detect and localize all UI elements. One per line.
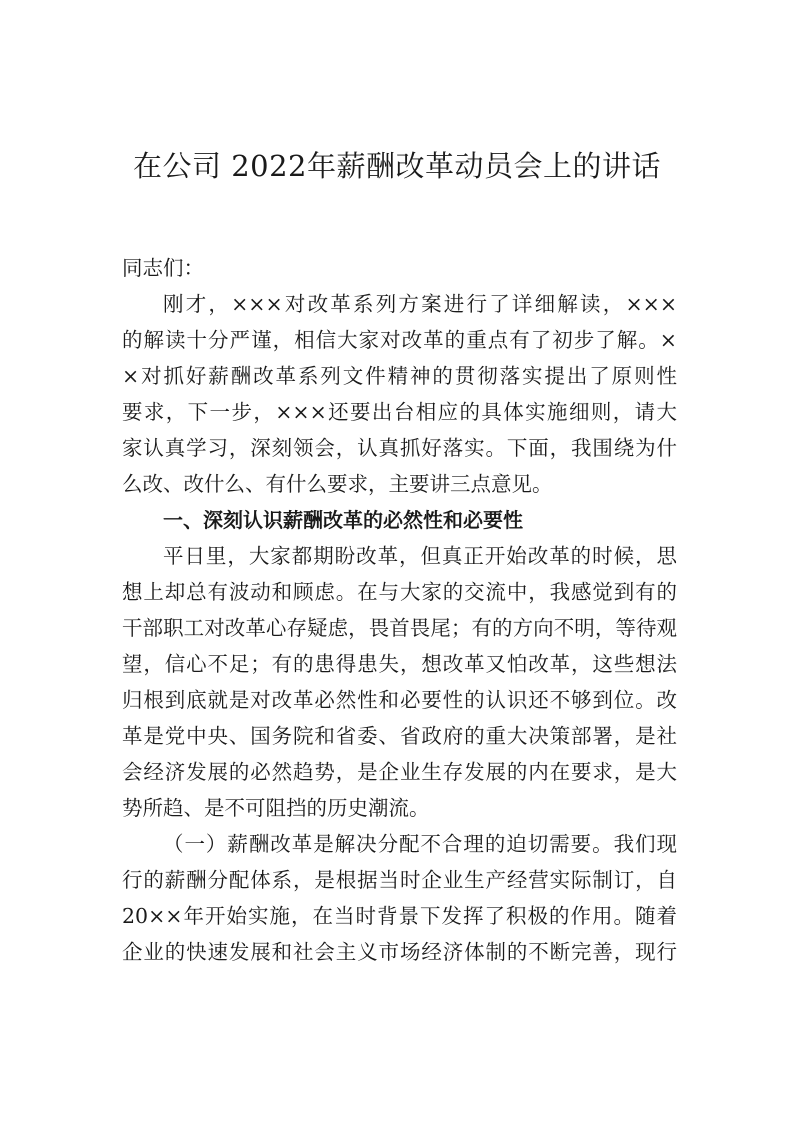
paragraph-line: 平日里，大家都期盼改革，但真正开始改革的时候，思 [163, 544, 677, 568]
section-heading: 一、深刻认识薪酬改革的必然性和必要性 [163, 508, 523, 532]
paragraph-line: 想上却总有波动和顾虑。在与大家的交流中，我感觉到有的 [122, 580, 677, 604]
salutation: 同志们： [122, 256, 204, 280]
paragraph-line: ×对抓好薪酬改革系列文件精神的贯彻落实提出了原则性 [122, 364, 677, 388]
paragraph-line: 归根到底就是对改革必然性和必要性的认识还不够到位。改 [122, 688, 677, 712]
paragraph-line: 么改、改什么、有什么要求，主要讲三点意见。 [122, 472, 553, 496]
paragraph-line: 家认真学习，深刻领会，认真抓好落实。下面，我围绕为什 [122, 436, 677, 460]
document-title: 在公司 2022年薪酬改革动员会上的讲话 [132, 149, 662, 183]
paragraph-line: （一）薪酬改革是解决分配不合理的迫切需要。我们现 [163, 832, 677, 856]
paragraph-line: 势所趋、是不可阻挡的历史潮流。 [122, 796, 430, 820]
paragraph-line: 革是党中央、国务院和省委、省政府的重大决策部署，是社 [122, 724, 677, 748]
paragraph-line: 企业的快速发展和社会主义市场经济体制的不断完善，现行 [122, 940, 677, 964]
paragraph-line: 会经济发展的必然趋势，是企业生存发展的内在要求，是大 [122, 760, 677, 784]
paragraph-line: 要求，下一步，×××还要出台相应的具体实施细则，请大 [122, 400, 677, 424]
paragraph-line: 的解读十分严谨，相信大家对改革的重点有了初步了解。× [122, 328, 677, 352]
paragraph-line: 刚才，×××对改革系列方案进行了详细解读，××× [163, 292, 677, 316]
paragraph-line: 行的薪酬分配体系，是根据当时企业生产经营实际制订，自 [122, 868, 677, 892]
paragraph-line: 望，信心不足；有的患得患失，想改革又怕改革，这些想法 [122, 652, 677, 676]
paragraph-line: 20××年开始实施，在当时背景下发挥了积极的作用。随着 [122, 904, 677, 928]
paragraph-line: 干部职工对改革心存疑虑，畏首畏尾；有的方向不明，等待观 [122, 616, 677, 640]
